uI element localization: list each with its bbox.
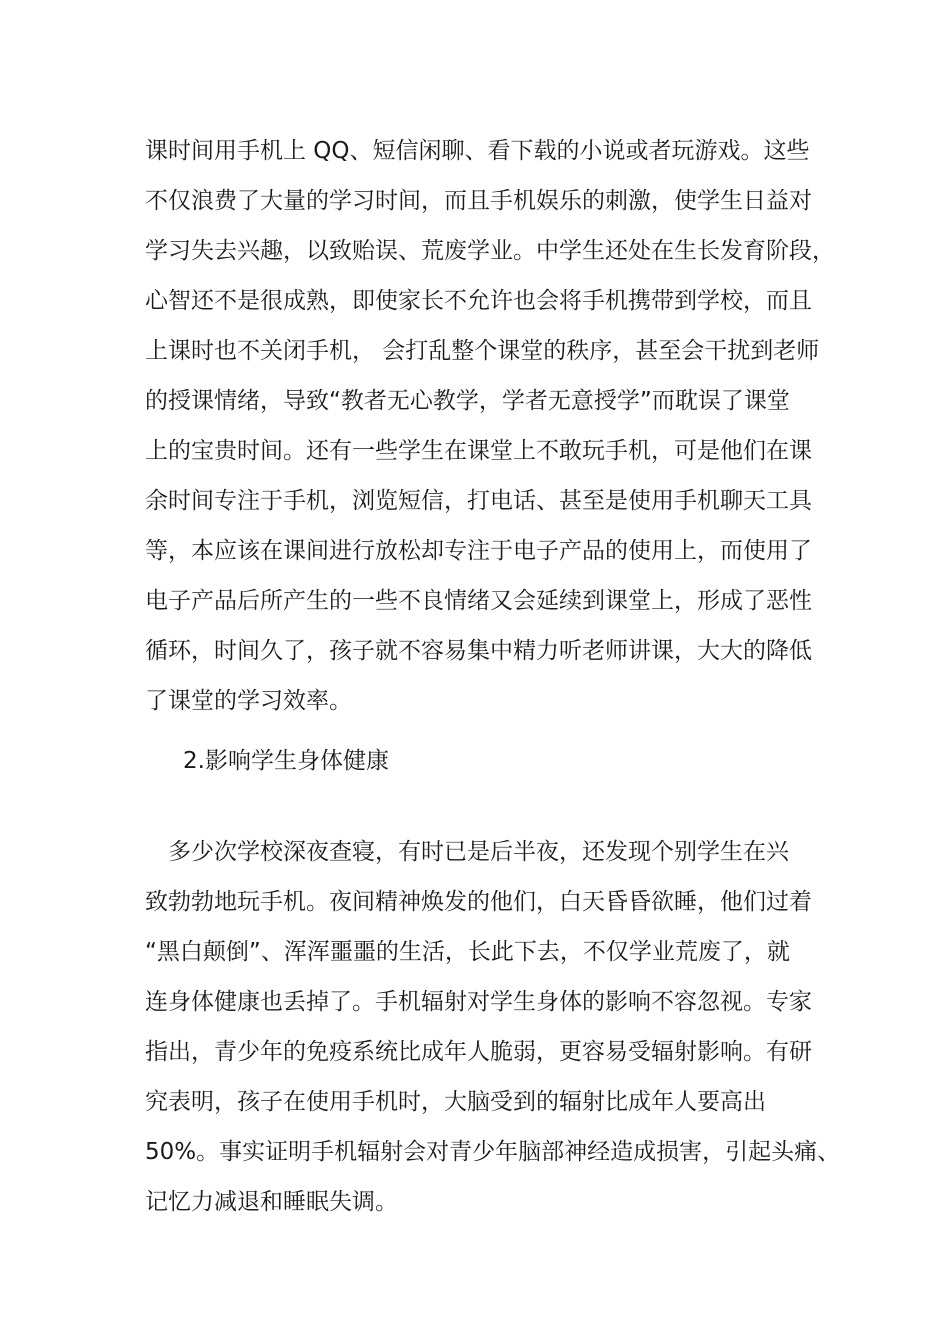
paragraph-1 <box>145 126 835 726</box>
paragraph-line: 学习失去兴趣，以致贻误、荒废学业。中学生还处在生长发育阶段， <box>145 238 835 264</box>
paragraph-line: 连身体健康也丢掉了。手机辐射对学生身体的影响不容忽视。专家 <box>145 989 812 1015</box>
paragraph-line: 50%。事实证明手机辐射会对青少年脑部神经造成损害，引起头痛、 <box>145 1139 841 1165</box>
paragraph-line: 电子产品后所产生的一些不良情绪又会延续到课堂上，形成了恶性 <box>145 588 812 614</box>
paragraph-line: 的授课情绪，导致“教者无心教学，学者无意授学”而耽误了课堂 <box>145 388 790 414</box>
paragraph-line: 记忆力减退和睡眠失调。 <box>145 1189 398 1215</box>
paragraph-line: 上的宝贵时间。还有一些学生在课堂上不敢玩手机，可是他们在课 <box>145 438 812 464</box>
section-heading-text: 2.影响学生身体健康 <box>183 748 389 774</box>
paragraph-line: 心智还不是很成熟，即使家长不允许也会将手机携带到学校，而且 <box>145 288 812 314</box>
paragraph-line: 多少次学校深夜查寝，有时已是后半夜，还发现个别学生在兴 <box>145 839 789 865</box>
paragraph-line: 上课时也不关闭手机， 会打乱整个课堂的秩序，甚至会干扰到老师 <box>145 338 820 364</box>
paragraph-line: 等，本应该在课间进行放松却专注于电子产品的使用上，而使用了 <box>145 538 812 564</box>
paragraph-line: 指出，青少年的免疫系统比成年人脆弱，更容易受辐射影响。有研 <box>145 1039 812 1065</box>
section-heading <box>183 736 863 786</box>
paragraph-line: 致勃勃地玩手机。夜间精神焕发的他们，白天昏昏欲睡，他们过着 <box>145 889 812 915</box>
paragraph-line: 课时间用手机上 QQ、短信闲聊、看下载的小说或者玩游戏。这些 <box>145 138 810 164</box>
paragraph-line: 余时间专注于手机，浏览短信，打电话、甚至是使用手机聊天工具 <box>145 488 812 514</box>
paragraph-line: 了课堂的学习效率。 <box>145 688 352 714</box>
paragraph-line: 不仅浪费了大量的学习时间，而且手机娱乐的刺激，使学生日益对 <box>145 188 812 214</box>
paragraph-line: 循环，时间久了，孩子就不容易集中精力听老师讲课，大大的降低 <box>145 638 812 664</box>
paragraph-2 <box>145 827 841 1227</box>
paragraph-line: “黑白颠倒”、浑浑噩噩的生活，长此下去，不仅学业荒废了，就 <box>145 939 790 965</box>
paragraph-line: 究表明，孩子在使用手机时，大脑受到的辐射比成年人要高出 <box>145 1089 766 1115</box>
